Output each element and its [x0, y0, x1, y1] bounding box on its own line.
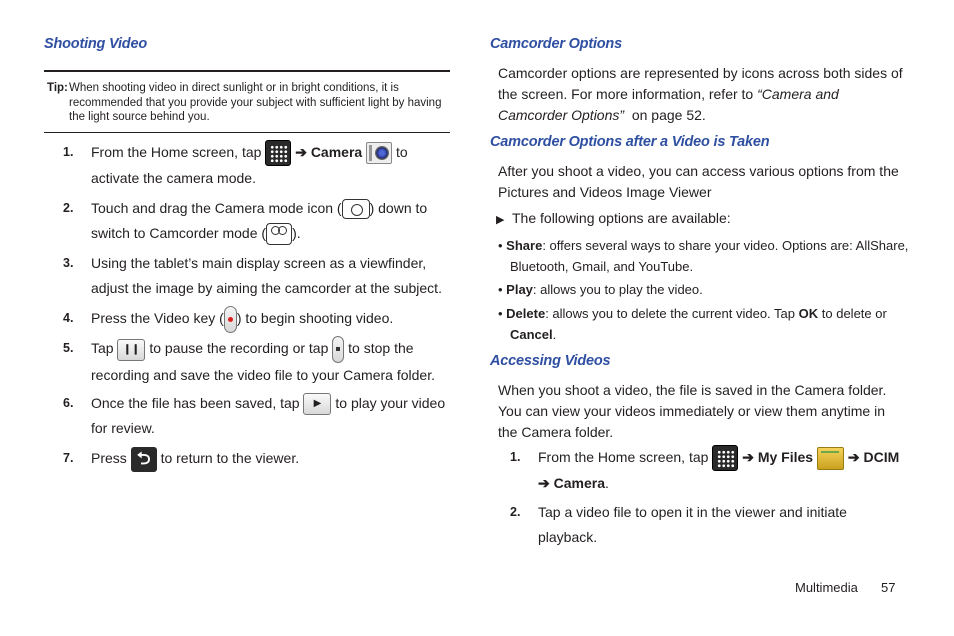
section-heading-camcorder-options: Camcorder Options — [490, 36, 622, 52]
my-files-label: My Files — [757, 449, 814, 465]
arrow-bullet-icon: ▶ — [496, 214, 505, 226]
stop-icon — [332, 336, 344, 363]
camera-label: Camera — [310, 144, 363, 160]
paragraph-camcorder-options: Camcorder options are represented by icons across both sides of the screen. For more information, refer to “Camera and Camcorder Options” on page 52. — [498, 65, 903, 123]
step-text: to return to the viewer. — [160, 450, 300, 466]
options-available-line: ▶ The following options are available: — [496, 210, 731, 226]
pause-icon: ❙❙ — [117, 339, 145, 361]
paragraph-after-video: After you shoot a video, you can access various options from the Pictures and Videos Image Viewer — [498, 163, 899, 200]
step-text: From the Home screen, tap — [91, 144, 262, 160]
step-text: ). — [292, 225, 301, 241]
bullet-delete: • Delete: allows you to delete the current video. Tap OK to delete or Cancel. — [498, 306, 887, 342]
step-text: switch to Camcorder mode ( — [91, 225, 267, 241]
section-heading-shooting-video: Shooting Video — [44, 36, 147, 52]
step-text: ) to begin shooting video. — [236, 310, 394, 327]
bullet-play: • Play: allows you to play the video. — [498, 282, 703, 297]
step-text: recording and save the video file to your Camera folder. — [91, 367, 435, 383]
step-text: adjust the image by aiming the camcorder at the subject. — [91, 280, 442, 296]
step-text: to stop the — [348, 340, 414, 357]
folder-icon — [817, 447, 844, 470]
step-number: 4. — [63, 311, 74, 325]
camcorder-mode-icon — [266, 223, 292, 245]
step-text: Using the tablet’s main display screen as a viewfinder, — [91, 255, 427, 271]
step-text: Press — [91, 450, 127, 466]
step-number: 2. — [510, 505, 521, 519]
tip-label: Tip: — [47, 82, 68, 94]
apps-grid-icon — [712, 445, 738, 471]
step-text: for review. — [91, 420, 155, 436]
apps-grid-icon — [265, 140, 291, 166]
step-text: activate the camera mode. — [91, 170, 256, 187]
page-number: 57 — [881, 580, 896, 595]
paragraph-accessing-videos: When you shoot a video, the file is saved in the Camera folder. You can view your videos immediately or view them anytime in the Camera folder. — [498, 382, 887, 440]
step-text: to pause the recording or tap — [149, 340, 329, 357]
step-text: Once the file has been saved, tap — [91, 395, 300, 411]
back-icon: ⮌ — [131, 447, 157, 472]
step-number: 7. — [63, 451, 74, 465]
step-number: 3. — [63, 256, 74, 270]
dcim-label: DCIM — [863, 449, 900, 465]
section-heading-accessing-videos: Accessing Videos — [490, 353, 611, 369]
camera-folder-label: Camera — [553, 475, 605, 492]
camera-app-icon — [366, 142, 392, 164]
camera-mode-icon — [342, 199, 370, 219]
step-number: 6. — [63, 396, 74, 410]
step-text: Tap — [91, 340, 114, 357]
section-heading-after-video: Camcorder Options after a Video is Taken — [490, 134, 770, 150]
step-number: 5. — [63, 341, 74, 355]
footer-section-name: Multimedia — [795, 580, 858, 595]
step-text: to play your video — [335, 395, 446, 411]
bullet-share: • Share: offers several ways to share your video. Options are: AllShare, Bluetooth, Gmail, and YouTube. — [498, 238, 909, 274]
step-number: 1. — [510, 450, 521, 464]
step-text: Touch and drag the Camera mode icon ( — [91, 200, 342, 216]
video-key-icon — [224, 306, 237, 333]
arrow-glyph: ➔ — [295, 144, 307, 160]
step-number: 1. — [63, 145, 74, 159]
tip-text: When shooting video in direct sunlight or in bright conditions, it is recommended that you provide your subject with sufficient light by having the light source behind you. — [69, 82, 442, 123]
step-number: 2. — [63, 201, 74, 215]
tip-box — [44, 70, 450, 133]
step-text: ) down to — [369, 200, 428, 216]
step-text: Press the Video key ( — [91, 310, 224, 327]
step-text: to — [395, 144, 408, 160]
play-icon: ▶ — [303, 393, 331, 415]
